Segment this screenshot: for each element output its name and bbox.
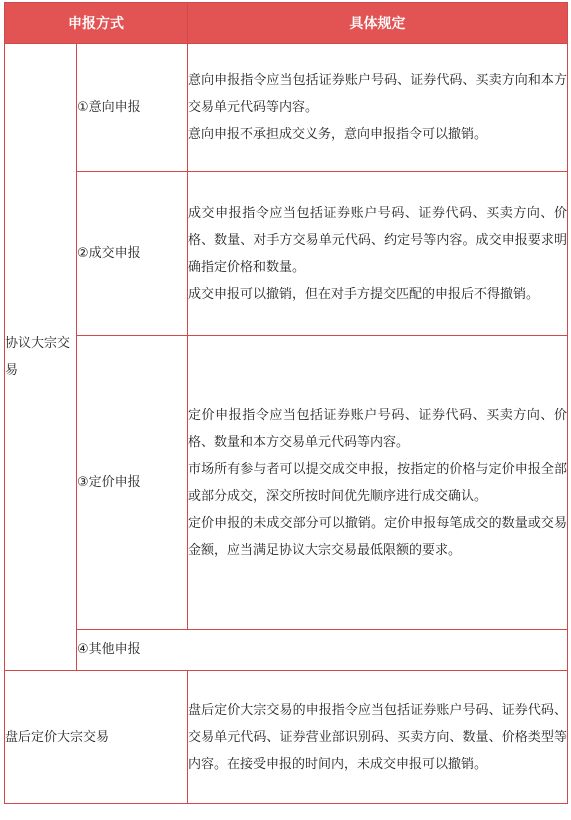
rule-text: 市场所有参与者可以提交成交申报，按指定的价格与定价申报全部或部分成交，深交所按时间优先顺序进行成交确认。 — [188, 461, 567, 504]
header-declaration-method: 申报方式 — [5, 3, 188, 44]
rule-text: 盘后定价大宗交易的申报指令应当包括证券账户号码、证券代码、交易单元代码、证券营业部识别码、买卖方向、数量、价格类型等内容。在接受申报的时间内，未成交申报可以撤销。 — [188, 702, 567, 772]
rules-trade-declaration — [188, 172, 568, 336]
item-label: ④其他申报 — [77, 642, 141, 657]
table-row — [5, 671, 568, 804]
item-label: ①意向申报 — [77, 99, 141, 115]
item-trade-declaration — [77, 172, 188, 336]
rules-fixed-price-declaration — [188, 336, 568, 630]
rules-after-hours-block-trade — [188, 671, 568, 804]
table-row — [5, 336, 568, 630]
category-label: 协议大宗交易 — [5, 336, 71, 378]
table-header-row — [5, 3, 568, 44]
rule-text: 意向申报指令应当包括证券账户号码、证券代码、买卖方向和本方交易单元代码等内容。 — [188, 73, 567, 115]
rule-text: 意向申报不承担成交义务，意向申报指令可以撤销。 — [188, 127, 488, 142]
item-other-declaration — [77, 630, 568, 671]
rule-text: 定价申报的未成交部分可以撤销。定价申报每笔成交的数量或交易金额，应当满足协议大宗交易最低限额的要求。 — [188, 515, 567, 558]
rule-text: 成交申报可以撤销，但在对手方提交匹配的申报后不得撤销。 — [188, 286, 540, 302]
category-label: 盘后定价大宗交易 — [5, 729, 110, 745]
rule-text: 成交申报指令应当包括证券账户号码、证券代码、买卖方向、价格、数量、对手方交易单元代码、约定号等内容。成交申报要求明确指定价格和数量。 — [188, 205, 567, 275]
rules-intention-declaration — [188, 44, 568, 172]
item-label: ③定价申报 — [77, 474, 141, 490]
rules-table — [4, 2, 568, 804]
item-label: ②成交申报 — [77, 245, 141, 261]
category-after-hours-block-trade — [5, 671, 188, 804]
item-fixed-price-declaration — [77, 336, 188, 630]
rule-text: 定价申报指令应当包括证券账户号码、证券代码、买卖方向、价格、数量和本方交易单元代码等内容。 — [188, 407, 567, 450]
item-intention-declaration — [77, 44, 188, 172]
table-row — [5, 44, 568, 172]
table-row — [5, 630, 568, 671]
category-agreement-block-trade — [5, 44, 77, 671]
header-specific-rules: 具体规定 — [188, 3, 568, 44]
table-row — [5, 172, 568, 336]
